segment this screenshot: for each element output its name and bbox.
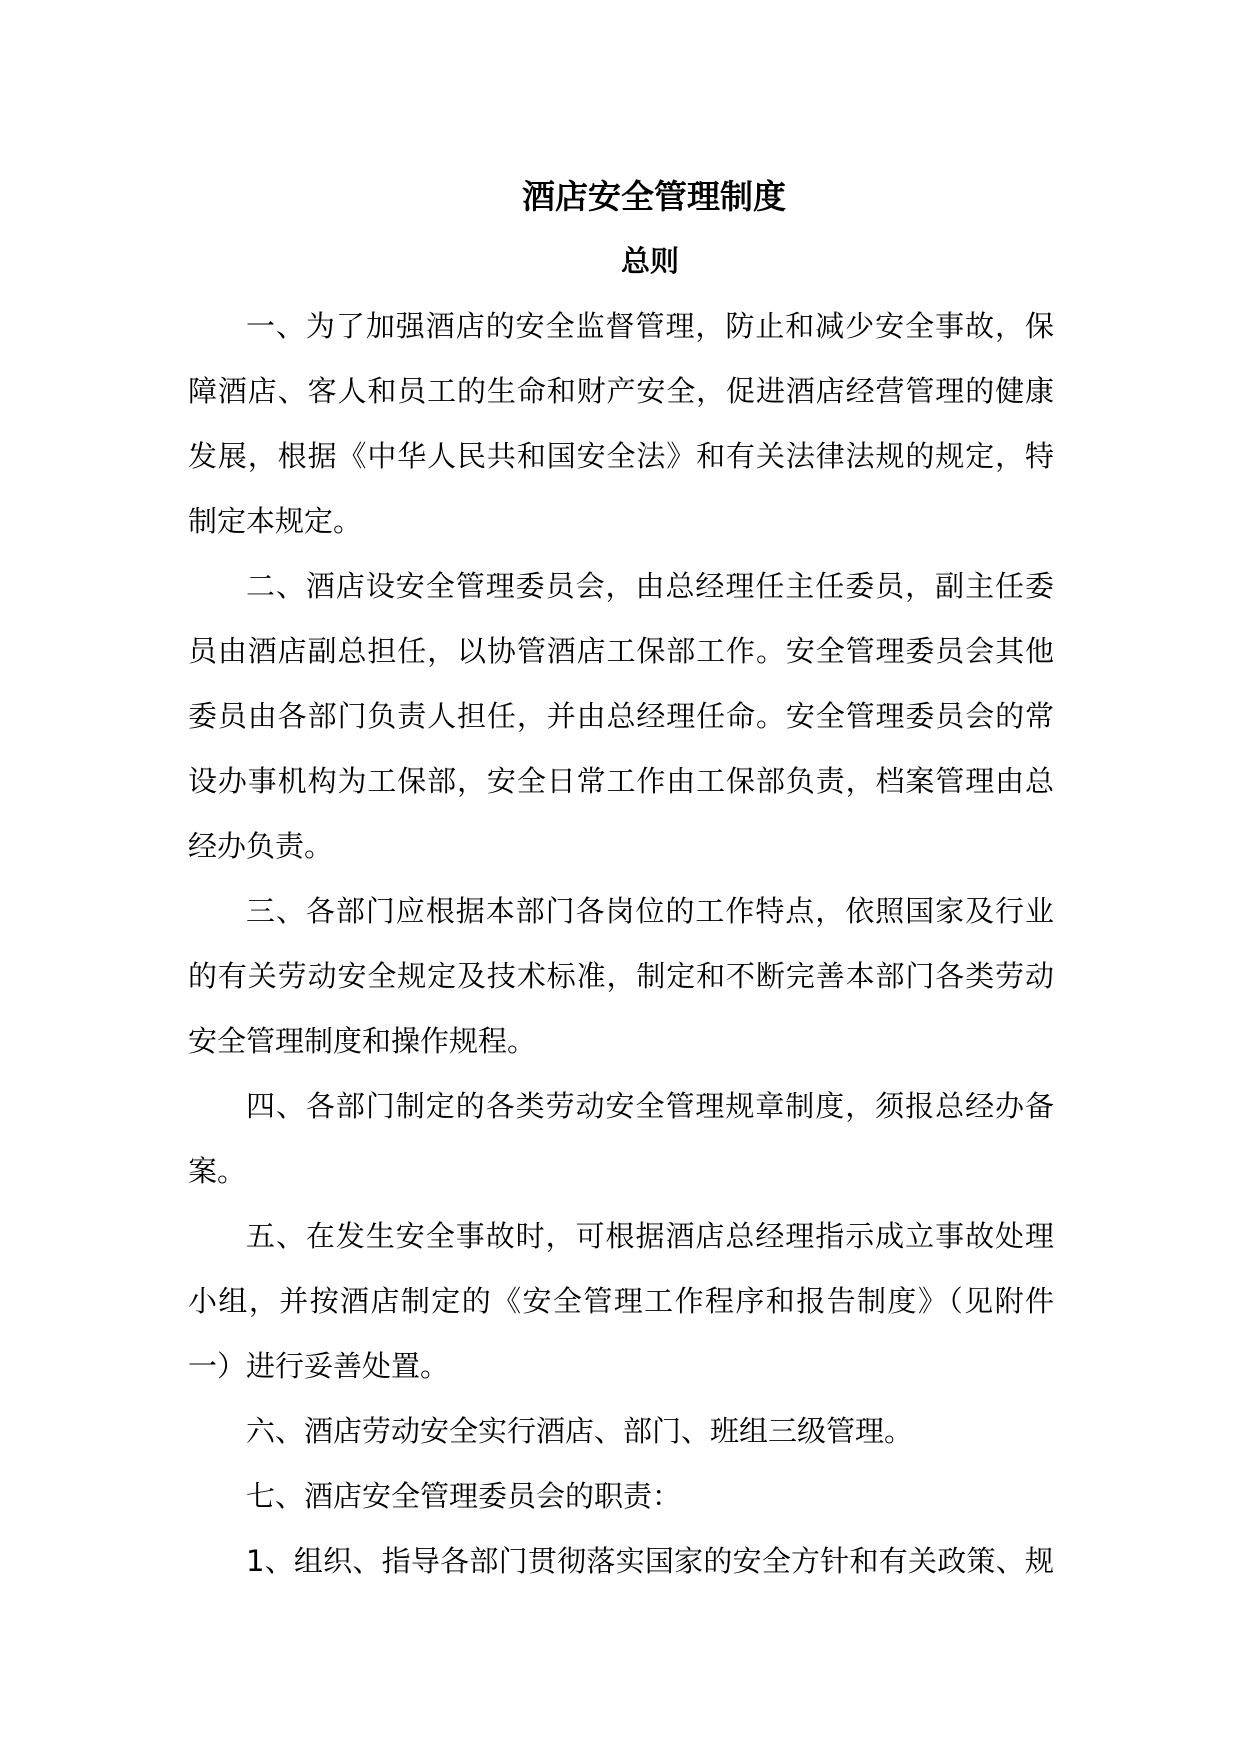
paragraph-line: 委员由各部门负责人担任，并由总经理任命。安全管理委员会的常 [188,699,1054,733]
paragraph-6 [188,1399,1054,1464]
paragraph-line: 一、为了加强酒店的安全监督管理，防止和减少安全事故，保 [246,309,1054,343]
paragraph-line: 设办事机构为工保部，安全日常工作由工保部负责，档案管理由总 [188,764,1054,798]
paragraph-line: 四、各部门制定的各类劳动安全管理规章制度，须报总经办备 [246,1089,1054,1123]
paragraph-5 [188,1204,1054,1399]
section-heading: 总则 [620,244,679,278]
paragraph-line: 1、组织、指导各部门贯彻落实国家的安全方针和有关政策、规 [246,1544,1054,1578]
paragraph-line: 制定本规定。 [188,504,363,538]
paragraph-line: 经办负责。 [188,829,334,863]
paragraph-line: 小组，并按酒店制定的《安全管理工作程序和报告制度》（见附件 [188,1284,1054,1318]
paragraph-line: 二、酒店设安全管理委员会，由总经理任主任委员，副主任委 [246,569,1054,603]
paragraph-4 [188,1074,1054,1204]
paragraph-1 [188,294,1054,554]
document-body [188,164,1054,1594]
paragraph-7 [188,1464,1054,1529]
paragraph-line: 一）进行妥善处置。 [188,1349,450,1383]
paragraph-line: 三、各部门应根据本部门各岗位的工作特点，依照国家及行业 [246,894,1054,928]
paragraph-line: 六、酒店劳动安全实行酒店、部门、班组三级管理。 [246,1414,914,1448]
paragraph-line: 发展，根据《中华人民共和国安全法》和有关法律法规的规定，特 [188,439,1054,473]
paragraph-2 [188,554,1054,879]
paragraph-line: 五、在发生安全事故时，可根据酒店总经理指示成立事故处理 [246,1219,1054,1253]
paragraph-3 [188,879,1054,1074]
paragraph-8 [188,1529,1054,1594]
paragraph-line: 障酒店、客人和员工的生命和财产安全，促进酒店经营管理的健康 [188,374,1054,408]
paragraph-line: 案。 [188,1154,247,1188]
paragraph-line: 七、酒店安全管理委员会的职责： [246,1479,682,1513]
paragraph-line: 安全管理制度和操作规程。 [188,1024,537,1058]
document-title: 酒店安全管理制度 [522,177,786,216]
paragraph-line: 的有关劳动安全规定及技术标准，制定和不断完善本部门各类劳动 [188,959,1054,993]
paragraph-line: 员由酒店副总担任，以协管酒店工保部工作。安全管理委员会其他 [188,634,1054,668]
